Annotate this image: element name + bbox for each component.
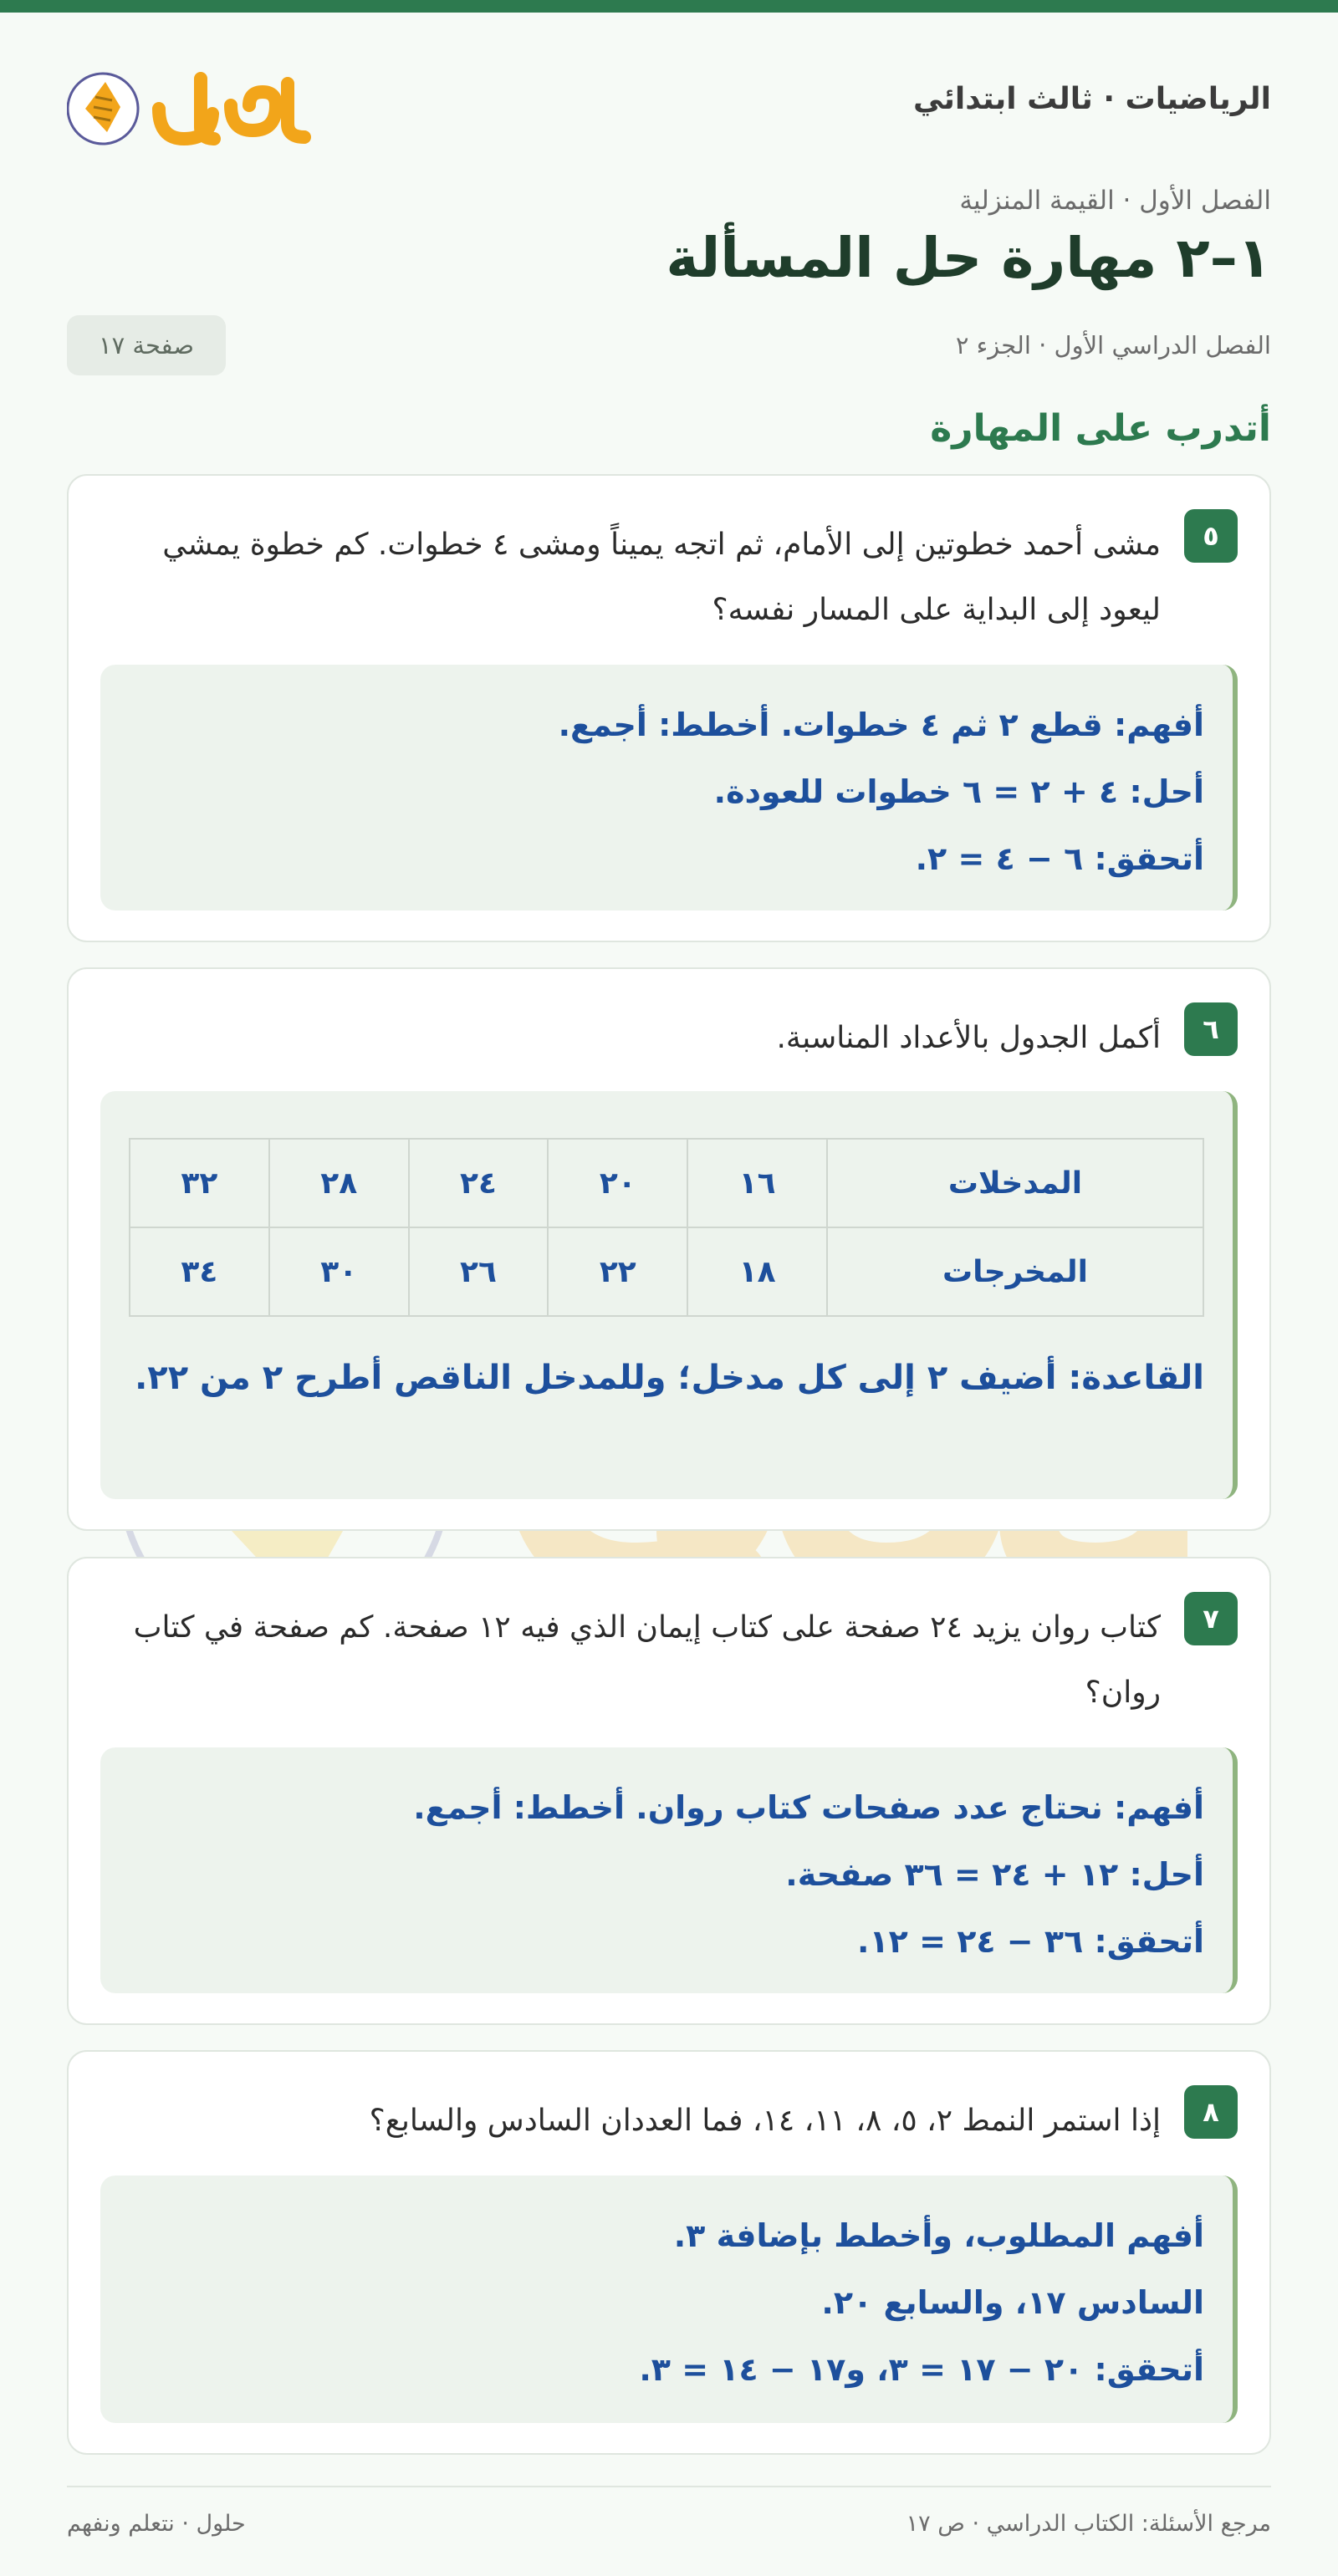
answer-understand: أفهم: قطع ٢ ثم ٤ خطوات. أخطط: أجمع. — [558, 706, 1204, 743]
question-text: مشى أحمد خطوتين إلى الأمام، ثم اتجه يميناً ومشى ٤ خطوات. كم خطوة يمشي ليعود إلى البداية على المسار نفسه؟ — [162, 528, 1161, 627]
question-card-6 — [67, 967, 1271, 1531]
answer-solve: أحل: ٤ + ٢ = ٦ خطوات للعودة. — [713, 773, 1204, 810]
footer-reference: مرجع الأسئلة: الكتاب الدراسي · ص ١٧ — [906, 2511, 1271, 2537]
question-number-badge: ٧ — [1184, 1592, 1238, 1645]
table-cell: ٣٤ — [130, 1227, 269, 1316]
question-number-badge: ٥ — [1184, 509, 1238, 563]
answer-understand: أفهم المطلوب، وأخطط بإضافة ٣. — [673, 2217, 1204, 2254]
subject-title: الرياضيات · ثالث ابتدائي — [912, 82, 1271, 116]
table-cell: ٣٠ — [269, 1227, 409, 1316]
answer-solve: أحل: ١٢ + ٢٤ = ٣٦ صفحة. — [785, 1856, 1204, 1893]
table-cell: ٣٢ — [130, 1139, 269, 1227]
question-card-8 — [67, 2050, 1271, 2455]
table-cell: ٢٢ — [548, 1227, 687, 1316]
section-title: أتدرب على المهارة — [930, 407, 1271, 450]
footer-brand: حلول · نتعلم ونفهم — [67, 2511, 246, 2537]
table-cell: ٢٠ — [548, 1139, 687, 1227]
question-number-badge: ٦ — [1184, 1002, 1238, 1056]
chapter-label: الفصل الأول · القيمة المنزلية — [959, 186, 1271, 216]
table-row-inputs — [130, 1139, 1203, 1227]
question-number-badge: ٨ — [1184, 2085, 1238, 2139]
io-table — [129, 1138, 1204, 1317]
table-cell: ١٦ — [687, 1139, 827, 1227]
answer-check: أتحقق: ٦ − ٤ = ٢. — [915, 840, 1204, 877]
answer-box — [100, 1091, 1238, 1499]
page-header — [67, 59, 1271, 159]
hulul-logo-icon — [67, 59, 318, 159]
top-accent-bar — [0, 0, 1338, 13]
table-cell: ٢٦ — [409, 1227, 549, 1316]
answer-solve: السادس ١٧، والسابع ٢٠. — [821, 2284, 1204, 2321]
answer-understand: أفهم: نحتاج عدد صفحات كتاب روان. أخطط: أجمع. — [413, 1789, 1204, 1826]
table-rule: القاعدة: أضيف ٢ إلى كل مدخل؛ وللمدخل الناقص أطرح ٢ من ٢٢. — [135, 1359, 1204, 1397]
answer-box — [100, 665, 1238, 911]
table-cell: ٢٨ — [269, 1139, 409, 1227]
table-cell: ١٨ — [687, 1227, 827, 1316]
table-row-outputs — [130, 1227, 1203, 1316]
question-card-7 — [67, 1557, 1271, 2025]
question-text: كتاب روان يزيد ٢٤ صفحة على كتاب إيمان الذي فيه ١٢ صفحة. كم صفحة في كتاب روان؟ — [133, 1610, 1161, 1710]
page-number-badge: صفحة ١٧ — [67, 315, 226, 375]
question-text: أكمل الجدول بالأعداد المناسبة. — [776, 1021, 1161, 1055]
table-cell: ٢٤ — [409, 1139, 549, 1227]
answer-box — [100, 2176, 1238, 2423]
semester-label: الفصل الدراسي الأول · الجزء ٢ — [955, 331, 1271, 360]
question-text: إذا استمر النمط ٢، ٥، ٨، ١١، ١٤، فما العددان السادس والسابع؟ — [369, 2104, 1161, 2138]
page-title: ١–٢ مهارة حل المسألة — [666, 226, 1271, 290]
answer-check: أتحقق: ٢٠ − ١٧ = ٣، و١٧ − ١٤ = ٣. — [639, 2351, 1204, 2388]
question-card-5 — [67, 474, 1271, 942]
footer-divider — [67, 2486, 1271, 2487]
row-label-inputs: المدخلات — [827, 1139, 1203, 1227]
answer-box — [100, 1747, 1238, 1993]
answer-check: أتحقق: ٣٦ − ٢٤ = ١٢. — [857, 1923, 1204, 1960]
row-label-outputs: المخرجات — [827, 1227, 1203, 1316]
